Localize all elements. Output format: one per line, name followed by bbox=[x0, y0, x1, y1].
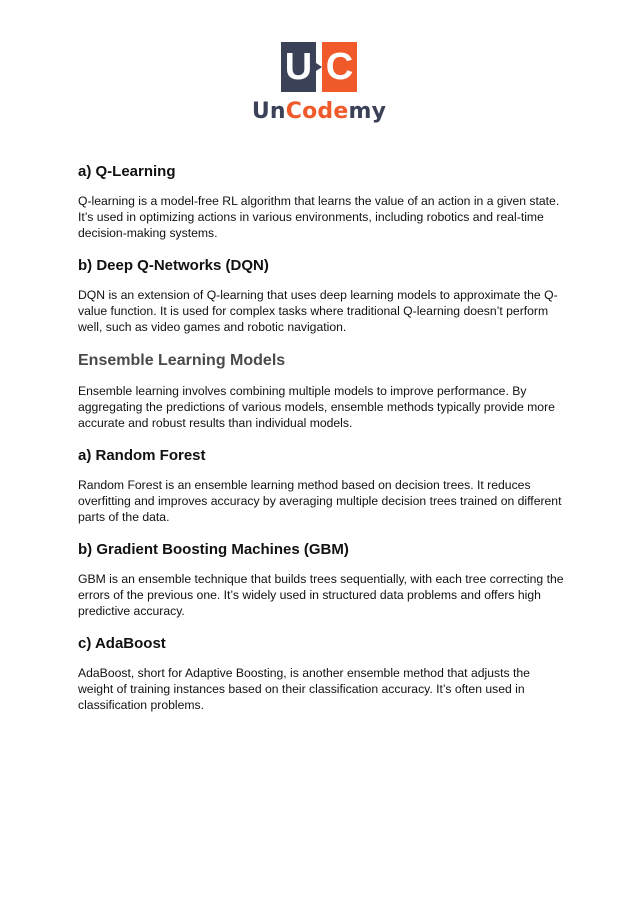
heading-adaboost: c) AdaBoost bbox=[78, 635, 166, 652]
logo-wordmark bbox=[252, 100, 386, 124]
logo-word-un: Un bbox=[251, 99, 286, 124]
paragraph-q-learning: Q-learning is a model-free RL algorithm that learns the value of an action in a given state. It’s used in optimizing actions in various environments, including robotics and real-time decision-making systems. bbox=[78, 194, 560, 240]
document-body bbox=[78, 162, 564, 713]
paragraph-adaboost: AdaBoost, short for Adaptive Boosting, is another ensemble method that adjusts the weight of training instances based on their classification accuracy. It’s often used in classification problems. bbox=[78, 666, 530, 712]
uncodemy-logo bbox=[0, 42, 638, 124]
logo-word-my: my bbox=[348, 99, 387, 124]
heading-q-learning: a) Q-Learning bbox=[78, 163, 176, 180]
heading-gbm: b) Gradient Boosting Machines (GBM) bbox=[78, 541, 349, 558]
paragraph-random-forest: Random Forest is an ensemble learning method based on decision trees. It reduces overfitting and improves accuracy by averaging multiple decision trees trained on different parts of the data. bbox=[78, 478, 562, 524]
heading-ensemble-learning-models: Ensemble Learning Models bbox=[78, 352, 286, 369]
paragraph-gbm: GBM is an ensemble technique that builds trees sequentially, with each tree correcting the errors of the previous one. It’s widely used in structured data problems and offers high predictive accuracy. bbox=[78, 572, 564, 618]
logo-mark-u: U bbox=[281, 42, 316, 92]
paragraph-dqn: DQN is an extension of Q-learning that uses deep learning models to approximate the Q-value function. It is used for complex tasks where traditional Q-learning doesn’t perform well, such as video games and robotic navigation. bbox=[78, 288, 558, 334]
logo-mark bbox=[281, 42, 357, 96]
heading-dqn: b) Deep Q-Networks (DQN) bbox=[78, 257, 269, 274]
logo-notch-icon bbox=[316, 42, 322, 92]
logo-mark-c: C bbox=[322, 42, 357, 92]
paragraph-ensemble-learning: Ensemble learning involves combining multiple models to improve performance. By aggregating the predictions of various models, ensemble methods typically provide more accurate and robust results than individual models. bbox=[78, 384, 555, 430]
logo-word-code: Code bbox=[285, 99, 349, 124]
heading-random-forest: a) Random Forest bbox=[78, 447, 206, 464]
